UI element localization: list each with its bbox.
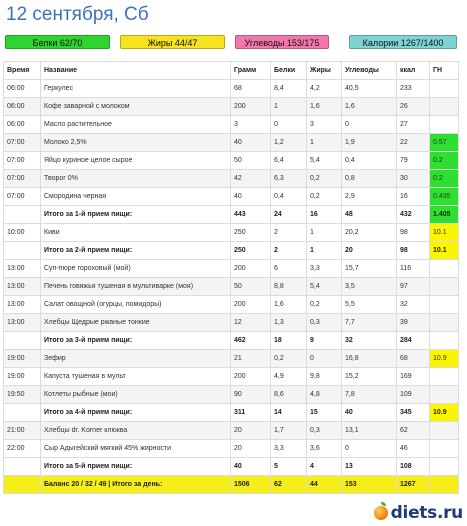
table-cell: 42 — [231, 170, 271, 188]
table-cell: 2,9 — [342, 188, 397, 206]
table-cell: 1,9 — [342, 134, 397, 152]
table-cell: Баланс 20 / 32 / 49 | Итого за день: — [41, 476, 231, 494]
apple-icon — [374, 506, 388, 520]
watermark-text: diets.ru — [390, 503, 463, 523]
table-cell: 233 — [397, 80, 430, 98]
table-cell — [430, 368, 459, 386]
table-cell: 32 — [397, 296, 430, 314]
column-header: ккал — [397, 62, 430, 80]
table-cell: 0.2 — [430, 170, 459, 188]
table-cell: 19:00 — [4, 368, 41, 386]
table-cell: 1,3 — [271, 314, 307, 332]
table-cell: 20 — [231, 440, 271, 458]
day-total-row — [4, 476, 459, 494]
table-cell: 06:00 — [4, 80, 41, 98]
table-cell: 40 — [342, 404, 397, 422]
table-cell: 345 — [397, 404, 430, 422]
table-cell: 0 — [271, 116, 307, 134]
table-cell: 3,3 — [271, 440, 307, 458]
table-cell: 10.1 — [430, 242, 459, 260]
table-cell: 8,4 — [271, 80, 307, 98]
table-cell: Печень говяжья тушеная в мультиварке (моя) — [41, 278, 231, 296]
table-cell: 1 — [307, 134, 342, 152]
table-cell — [430, 476, 459, 494]
table-row — [4, 278, 459, 296]
table-cell: 79 — [397, 152, 430, 170]
table-cell: Геркулес — [41, 80, 231, 98]
meal-total-row — [4, 332, 459, 350]
table-cell: 432 — [397, 206, 430, 224]
table-cell: 6,3 — [271, 170, 307, 188]
table-cell: Зефир — [41, 350, 231, 368]
table-cell: 16 — [397, 188, 430, 206]
table-cell: 19:00 — [4, 350, 41, 368]
table-cell: Хлебцы dr. Korner клюква — [41, 422, 231, 440]
table-row — [4, 422, 459, 440]
table-cell — [430, 296, 459, 314]
table-cell — [430, 116, 459, 134]
table-cell: 109 — [397, 386, 430, 404]
table-row — [4, 134, 459, 152]
table-cell: 1267 — [397, 476, 430, 494]
table-cell: 46 — [397, 440, 430, 458]
table-cell: 12 — [231, 314, 271, 332]
table-cell: Итого за 2-й прием пищи: — [41, 242, 231, 260]
table-cell: 22:00 — [4, 440, 41, 458]
table-cell: 13:00 — [4, 314, 41, 332]
table-cell: 0,2 — [271, 350, 307, 368]
table-cell — [430, 386, 459, 404]
table-cell: 40 — [231, 188, 271, 206]
table-cell: 0,3 — [307, 314, 342, 332]
table-cell: 0,2 — [307, 170, 342, 188]
table-cell — [4, 476, 41, 494]
table-cell: 98 — [397, 224, 430, 242]
column-header: Грамм — [231, 62, 271, 80]
table-cell: 284 — [397, 332, 430, 350]
table-cell: 50 — [231, 152, 271, 170]
table-row — [4, 116, 459, 134]
table-cell: 4,8 — [307, 386, 342, 404]
food-diary-table — [3, 61, 459, 494]
table-cell: 200 — [231, 368, 271, 386]
table-cell: 0 — [307, 350, 342, 368]
table-cell: 250 — [231, 242, 271, 260]
table-cell: 07:00 — [4, 152, 41, 170]
table-cell: 15,2 — [342, 368, 397, 386]
table-cell: 2 — [271, 224, 307, 242]
table-cell: 13,1 — [342, 422, 397, 440]
page-title: 12 сентября, Сб — [6, 4, 149, 25]
table-cell: 48 — [342, 206, 397, 224]
table-cell: 2 — [271, 242, 307, 260]
calories-badge: Калории 1267/1400 — [349, 35, 457, 49]
table-row — [4, 224, 459, 242]
table-cell: 3,6 — [307, 440, 342, 458]
table-cell: 1,6 — [271, 296, 307, 314]
table-cell: 20,2 — [342, 224, 397, 242]
table-body — [4, 80, 459, 494]
table-cell: 443 — [231, 206, 271, 224]
table-cell — [430, 440, 459, 458]
table-cell: 68 — [231, 80, 271, 98]
table-cell: 1.405 — [430, 206, 459, 224]
table-cell: 0 — [342, 116, 397, 134]
table-cell: 07:00 — [4, 170, 41, 188]
table-cell: 15,7 — [342, 260, 397, 278]
table-cell: 3,3 — [307, 260, 342, 278]
table-cell: 108 — [397, 458, 430, 476]
table-cell: Кофе заварной с молоком — [41, 98, 231, 116]
column-header: ГН — [430, 62, 459, 80]
table-cell: Салат овощной (огурцы, помидоры) — [41, 296, 231, 314]
table-cell: Итого за 5-й прием пищи: — [41, 458, 231, 476]
table-cell: 20 — [231, 422, 271, 440]
column-header: Углеводы — [342, 62, 397, 80]
table-cell: 07:00 — [4, 134, 41, 152]
table-cell: Капуста тушеная в мульт — [41, 368, 231, 386]
table-cell: 169 — [397, 368, 430, 386]
table-cell: 62 — [271, 476, 307, 494]
table-cell: 40 — [231, 458, 271, 476]
table-cell: Молоко 2,5% — [41, 134, 231, 152]
table-cell: 0 — [342, 440, 397, 458]
table-cell: 5,4 — [307, 278, 342, 296]
table-cell — [4, 242, 41, 260]
table-row — [4, 98, 459, 116]
nutrient-summary — [5, 35, 457, 51]
table-cell: 1 — [307, 242, 342, 260]
table-cell: 06:00 — [4, 116, 41, 134]
column-header: Название — [41, 62, 231, 80]
table-cell: 200 — [231, 98, 271, 116]
table-row — [4, 368, 459, 386]
table-cell — [430, 332, 459, 350]
meal-total-row — [4, 404, 459, 422]
table-cell: 13:00 — [4, 260, 41, 278]
table-cell — [430, 422, 459, 440]
table-cell: 21:00 — [4, 422, 41, 440]
table-cell: 250 — [231, 224, 271, 242]
carbs-badge: Углеводы 153/175 — [235, 35, 329, 49]
table-cell: 26 — [397, 98, 430, 116]
table-cell: 4,9 — [271, 368, 307, 386]
meal-total-row — [4, 242, 459, 260]
table-cell: 21 — [231, 350, 271, 368]
meal-total-row — [4, 458, 459, 476]
table-cell: 16,8 — [342, 350, 397, 368]
table-cell: 1 — [271, 98, 307, 116]
table-cell: 97 — [397, 278, 430, 296]
table-cell: 0,4 — [271, 188, 307, 206]
table-cell: 6,4 — [271, 152, 307, 170]
table-cell: 3 — [231, 116, 271, 134]
table-cell: 30 — [397, 170, 430, 188]
table-cell — [430, 98, 459, 116]
table-cell: 311 — [231, 404, 271, 422]
table-cell: 40 — [231, 134, 271, 152]
table-cell — [430, 260, 459, 278]
table-cell — [4, 206, 41, 224]
table-cell: 16 — [307, 206, 342, 224]
table-cell: 7,8 — [342, 386, 397, 404]
table-cell: 3 — [307, 116, 342, 134]
table-cell: 1,6 — [307, 98, 342, 116]
table-cell: 4,2 — [307, 80, 342, 98]
table-cell: 62 — [397, 422, 430, 440]
table-cell: 462 — [231, 332, 271, 350]
table-cell: 8,8 — [271, 278, 307, 296]
table-cell: 1,2 — [271, 134, 307, 152]
table-cell: 0.435 — [430, 188, 459, 206]
table-cell — [430, 314, 459, 332]
column-header: Белки — [271, 62, 307, 80]
table-cell: 27 — [397, 116, 430, 134]
table-cell: 06:00 — [4, 98, 41, 116]
table-cell: 10.9 — [430, 350, 459, 368]
table-row — [4, 440, 459, 458]
column-header: Жиры — [307, 62, 342, 80]
table-cell: Итого за 4-й прием пищи: — [41, 404, 231, 422]
table-cell: Котлеты рыбные (мои) — [41, 386, 231, 404]
table-cell: 0,2 — [307, 296, 342, 314]
table-cell: 90 — [231, 386, 271, 404]
table-cell — [4, 458, 41, 476]
table-cell: 39 — [397, 314, 430, 332]
meal-total-row — [4, 206, 459, 224]
table-row — [4, 170, 459, 188]
table-cell: 4 — [307, 458, 342, 476]
table-cell: 98 — [397, 242, 430, 260]
table-row — [4, 260, 459, 278]
table-cell: 5 — [271, 458, 307, 476]
table-cell: 18 — [271, 332, 307, 350]
table-cell: 40,5 — [342, 80, 397, 98]
table-cell: 1 — [307, 224, 342, 242]
table-cell: 0,8 — [342, 170, 397, 188]
table-cell: 13:00 — [4, 278, 41, 296]
table-cell: Смородина черная — [41, 188, 231, 206]
table-cell: 20 — [342, 242, 397, 260]
table-cell: 1,6 — [342, 98, 397, 116]
table-cell: 1,7 — [271, 422, 307, 440]
table-cell: 15 — [307, 404, 342, 422]
table-cell: 9 — [307, 332, 342, 350]
table-cell — [430, 80, 459, 98]
table-cell: 68 — [397, 350, 430, 368]
table-cell: Итого за 1-й прием пищи: — [41, 206, 231, 224]
fat-badge: Жиры 44/47 — [120, 35, 225, 49]
table-cell: 5,4 — [307, 152, 342, 170]
table-cell: Итого за 3-й прием пищи: — [41, 332, 231, 350]
table-cell: 24 — [271, 206, 307, 224]
table-cell: 6 — [271, 260, 307, 278]
table-cell: Сыр Адыгейский мягкий 45% жирности — [41, 440, 231, 458]
table-cell: 50 — [231, 278, 271, 296]
table-header-row — [4, 62, 459, 80]
table-row — [4, 80, 459, 98]
table-row — [4, 152, 459, 170]
table-cell: 19:50 — [4, 386, 41, 404]
table-cell: Яйцо куриное целое сырое — [41, 152, 231, 170]
table-cell — [4, 404, 41, 422]
table-cell: 14 — [271, 404, 307, 422]
table-row — [4, 350, 459, 368]
table-cell: Хлебцы Щедрые ржаные тонкие — [41, 314, 231, 332]
table-cell: 9,8 — [307, 368, 342, 386]
table-cell: 200 — [231, 260, 271, 278]
site-watermark — [374, 502, 463, 524]
table-cell: 3,5 — [342, 278, 397, 296]
table-cell: 0.2 — [430, 152, 459, 170]
table-cell: 0,2 — [307, 188, 342, 206]
table-cell — [430, 278, 459, 296]
table-cell: 13:00 — [4, 296, 41, 314]
table-row — [4, 296, 459, 314]
table-cell: 0,4 — [342, 152, 397, 170]
table-cell: 5,5 — [342, 296, 397, 314]
table-cell: 07:00 — [4, 188, 41, 206]
table-cell: 10.9 — [430, 404, 459, 422]
table-cell: Масло растительное — [41, 116, 231, 134]
table-cell: 153 — [342, 476, 397, 494]
table-cell: 10.1 — [430, 224, 459, 242]
table-cell: 1506 — [231, 476, 271, 494]
table-row — [4, 386, 459, 404]
table-cell — [430, 458, 459, 476]
table-cell: 0.57 — [430, 134, 459, 152]
table-cell: 8,6 — [271, 386, 307, 404]
table-cell: Творог 0% — [41, 170, 231, 188]
table-cell: 116 — [397, 260, 430, 278]
table-cell — [4, 332, 41, 350]
table-row — [4, 314, 459, 332]
table-cell: 44 — [307, 476, 342, 494]
table-cell: Киви — [41, 224, 231, 242]
table-cell: 7,7 — [342, 314, 397, 332]
table-cell: 10:00 — [4, 224, 41, 242]
column-header: Время — [4, 62, 41, 80]
table-cell: Суп-пюре гороховый (мой) — [41, 260, 231, 278]
table-cell: 13 — [342, 458, 397, 476]
table-cell: 32 — [342, 332, 397, 350]
table-cell: 22 — [397, 134, 430, 152]
table-cell: 200 — [231, 296, 271, 314]
table-cell: 0,3 — [307, 422, 342, 440]
protein-badge: Белки 62/70 — [5, 35, 110, 49]
table-row — [4, 188, 459, 206]
